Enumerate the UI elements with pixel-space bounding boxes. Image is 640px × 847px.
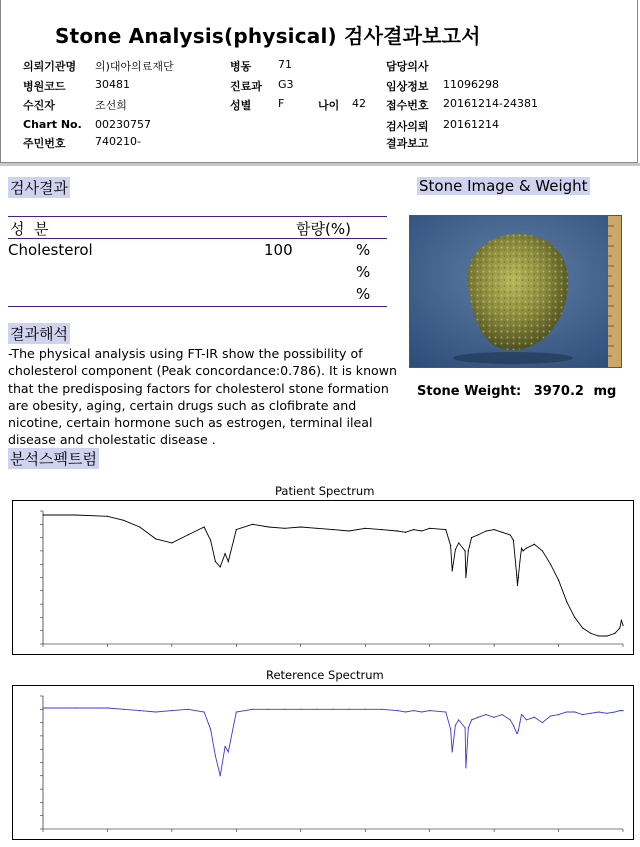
clinical-info-label: 임상정보 xyxy=(386,80,429,93)
patient-spectrum-point xyxy=(224,553,225,554)
chart-no-value: 00230757 xyxy=(95,118,151,131)
reference-spectrum-point xyxy=(155,711,156,712)
request-date-value: 20161214 xyxy=(443,118,499,131)
patient-axes xyxy=(43,511,623,644)
reference-spectrum-point xyxy=(502,714,503,715)
reference-spectrum-point xyxy=(187,709,188,710)
request-date-label: 검사의뢰 xyxy=(386,120,429,133)
results-table-bottom-rule xyxy=(8,306,387,307)
receipt-no-value: 20161214-24381 xyxy=(443,97,538,110)
patient-spectrum-point xyxy=(405,532,406,533)
results-table-header-rule xyxy=(8,238,387,239)
patient-spectrum-plot xyxy=(13,501,633,654)
patient-spectrum-point xyxy=(485,530,486,531)
patient-spectrum-point xyxy=(471,537,472,538)
reference-spectrum-point xyxy=(523,715,524,716)
reference-spectrum-point xyxy=(494,717,495,718)
ward-label: 병동 xyxy=(230,60,252,73)
report-title: Stone Analysis(physical) 검사결과보고서 xyxy=(55,24,481,48)
patient-spectrum-point xyxy=(187,534,188,535)
content-column-header: 함량(%) xyxy=(296,220,351,238)
reference-spectrum-point xyxy=(349,709,350,710)
result-value: 100 xyxy=(264,241,293,259)
reference-spectrum-point xyxy=(521,714,522,715)
reference-spectrum-point xyxy=(598,711,599,712)
patient-spectrum-point xyxy=(75,514,76,515)
patient-spectrum-chart xyxy=(12,500,634,655)
sex-label: 성별 xyxy=(230,99,252,112)
reference-spectrum-point xyxy=(316,709,317,710)
patient-spectrum-point xyxy=(268,526,269,527)
reference-spectrum-point xyxy=(139,710,140,711)
patient-spectrum-point xyxy=(215,561,216,562)
reference-spectrum-point xyxy=(614,711,615,712)
reference-spectrum-point xyxy=(582,714,583,715)
reference-spectrum-point xyxy=(574,711,575,712)
reference-spectrum-point xyxy=(485,714,486,715)
reference-spectrum-point xyxy=(215,755,216,756)
doctor-label: 담당의사 xyxy=(386,60,429,73)
reference-spectrum-point xyxy=(590,713,591,714)
reference-spectrum-point xyxy=(566,711,567,712)
patient-spectrum-point xyxy=(526,548,527,549)
patient-spectrum-point xyxy=(558,580,559,581)
reference-spectrum-point xyxy=(268,709,269,710)
stone-weight-unit: mg xyxy=(593,384,617,399)
patient-spectrum-point xyxy=(284,528,285,529)
patient-spectrum-point xyxy=(542,550,543,551)
reference-spectrum-point xyxy=(332,709,333,710)
reference-spectrum-point xyxy=(413,710,414,711)
patient-spectrum-point xyxy=(502,532,503,533)
reference-spectrum-point xyxy=(220,775,221,776)
results-section-title: 검사결과 xyxy=(10,179,68,197)
patient-spectrum-point xyxy=(516,574,517,575)
reference-spectrum-title: Reterence Spectrum xyxy=(266,668,384,682)
result-unit: % xyxy=(356,241,371,259)
institution-value: 의)대아의료재단 xyxy=(95,60,174,73)
reference-spectrum-point xyxy=(123,709,124,710)
stone-photo-graphic xyxy=(410,216,621,367)
chart-no-label: Chart No. xyxy=(23,118,82,131)
reference-spectrum-point xyxy=(622,710,623,711)
patient-spectrum-point xyxy=(155,538,156,539)
reference-spectrum-point xyxy=(421,711,422,712)
patient-spectrum-point xyxy=(582,627,583,628)
patient-spectrum-point xyxy=(300,526,301,527)
patient-spectrum-point xyxy=(622,625,623,626)
reference-spectrum-point xyxy=(513,725,514,726)
patient-spectrum-point xyxy=(450,545,451,546)
reference-spectrum-point xyxy=(445,711,446,712)
patient-spectrum-line xyxy=(43,515,623,636)
patient-spectrum-point xyxy=(494,529,495,530)
patient-spectrum-point xyxy=(619,627,620,628)
collector-value: 조선희 xyxy=(95,99,127,112)
patient-spectrum-point xyxy=(468,550,469,551)
patient-spectrum-point xyxy=(107,516,108,517)
result-component: Cholesterol xyxy=(8,241,93,259)
patient-spectrum-title: Patient Spectrum xyxy=(275,484,375,498)
patient-spectrum-point xyxy=(621,619,622,620)
patient-spectrum-point xyxy=(42,514,43,515)
patient-spectrum-point xyxy=(445,529,446,530)
patient-spectrum-point xyxy=(523,550,524,551)
reference-spectrum-point xyxy=(171,710,172,711)
reference-spectrum-point xyxy=(284,709,285,710)
reference-spectrum-point xyxy=(405,711,406,712)
patient-spectrum-point xyxy=(349,530,350,531)
patient-spectrum-point xyxy=(252,524,253,525)
patient-spectrum-point xyxy=(210,540,211,541)
reference-spectrum-point xyxy=(458,719,459,720)
reference-spectrum-point xyxy=(450,729,451,730)
patient-spectrum-point xyxy=(517,585,518,586)
reference-spectrum-point xyxy=(224,746,225,747)
patient-spectrum-point xyxy=(534,544,535,545)
patient-spectrum-point xyxy=(123,520,124,521)
patient-spectrum-point xyxy=(550,564,551,565)
patient-spectrum-point xyxy=(458,542,459,543)
patient-spectrum-point xyxy=(477,534,478,535)
component-column-header: 성 분 xyxy=(10,220,49,238)
stone-weight-value: 3970.2 xyxy=(533,384,584,399)
reference-spectrum-point xyxy=(477,717,478,718)
stone-weight-label: Stone Weight: xyxy=(417,384,522,399)
reference-spectrum-point xyxy=(558,714,559,715)
result-unit: % xyxy=(356,285,371,303)
age-value: 42 xyxy=(352,97,366,110)
interpretation-text: -The physical analysis using FT-IR show the possibility of cholesterol component (Peak concordance:0.786). It is known that the predisposing factors for cholesterol stone formation are obesity, aging, certain drugs such as clofibrate and nicotine, certain hormone such as estrogen, terminal ileal disease and cholestatic disease . xyxy=(8,346,398,448)
hospital-code-value: 30481 xyxy=(95,78,130,91)
patient-spectrum-point xyxy=(429,528,430,529)
institution-label: 의뢰기관명 xyxy=(23,60,77,73)
reference-spectrum-point xyxy=(465,767,466,768)
patient-spectrum-point xyxy=(521,548,522,549)
reference-spectrum-point xyxy=(365,709,366,710)
reference-spectrum-point xyxy=(228,751,229,752)
patient-spectrum-point xyxy=(465,577,466,578)
patient-spectrum-point xyxy=(316,528,317,529)
reference-spectrum-point xyxy=(204,711,205,712)
results-table-top-rule xyxy=(8,216,387,217)
reference-spectrum-point xyxy=(300,709,301,710)
resident-no-value: 740210- xyxy=(95,135,141,148)
age-label: 나이 xyxy=(318,99,340,112)
reference-spectrum-point xyxy=(429,710,430,711)
receipt-no-label: 접수번호 xyxy=(386,99,429,112)
reference-spectrum-point xyxy=(107,707,108,708)
patient-spectrum-point xyxy=(413,529,414,530)
reference-spectrum-point xyxy=(471,719,472,720)
reference-spectrum-point xyxy=(526,719,527,720)
patient-spectrum-point xyxy=(455,549,456,550)
spectrum-section-title: 분석스펙트럼 xyxy=(10,450,97,468)
patient-spectrum-point xyxy=(566,601,567,602)
patient-spectrum-point xyxy=(465,550,466,551)
patient-spectrum-point xyxy=(614,633,615,634)
patient-spectrum-point xyxy=(381,529,382,530)
stone-image-section-title: Stone Image & Weight xyxy=(419,177,588,195)
result-unit: % xyxy=(356,263,371,281)
reference-spectrum-point xyxy=(550,715,551,716)
header-divider xyxy=(0,163,640,166)
reference-spectrum-line xyxy=(43,708,623,776)
reference-spectrum-point xyxy=(519,722,520,723)
stone-photo xyxy=(409,215,622,368)
reference-spectrum-point xyxy=(468,727,469,728)
patient-spectrum-point xyxy=(171,542,172,543)
patient-spectrum-point xyxy=(513,540,514,541)
patient-spectrum-point xyxy=(598,635,599,636)
reference-spectrum-point xyxy=(210,729,211,730)
patient-spectrum-point xyxy=(519,561,520,562)
reference-spectrum-chart xyxy=(12,685,634,840)
patient-spectrum-point xyxy=(332,529,333,530)
reference-spectrum-point xyxy=(397,710,398,711)
reference-spectrum-point xyxy=(381,709,382,710)
sex-value: F xyxy=(278,97,285,110)
collector-label: 수진자 xyxy=(23,99,55,112)
reference-spectrum-point xyxy=(542,722,543,723)
patient-spectrum-point xyxy=(590,633,591,634)
patient-spectrum-point xyxy=(228,561,229,562)
patient-spectrum-point xyxy=(397,530,398,531)
patient-spectrum-point xyxy=(421,530,422,531)
dept-label: 진료과 xyxy=(230,80,262,93)
reference-spectrum-point xyxy=(621,710,622,711)
reference-spectrum-point xyxy=(236,711,237,712)
stone-weight xyxy=(417,384,616,399)
patient-spectrum-point xyxy=(139,526,140,527)
interpretation-section-title: 결과해석 xyxy=(10,325,68,343)
reference-spectrum-point xyxy=(455,725,456,726)
ward-value: 71 xyxy=(278,58,292,71)
patient-spectrum-point xyxy=(518,577,519,578)
patient-spectrum-point xyxy=(236,529,237,530)
reference-spectrum-plot xyxy=(13,686,633,839)
patient-spectrum-point xyxy=(365,528,366,529)
patient-spectrum-point xyxy=(606,635,607,636)
resident-no-label: 주민번호 xyxy=(23,137,66,150)
reference-spectrum-point xyxy=(42,707,43,708)
reference-spectrum-point xyxy=(517,733,518,734)
patient-spectrum-point xyxy=(510,534,511,535)
reference-axes xyxy=(43,696,623,829)
patient-spectrum-point xyxy=(220,566,221,567)
reference-spectrum-point xyxy=(619,710,620,711)
reference-spectrum-point xyxy=(252,709,253,710)
patient-spectrum-point xyxy=(204,526,205,527)
reference-spectrum-point xyxy=(452,751,453,752)
report-date-label: 결과보고 xyxy=(386,137,429,150)
hospital-code-label: 병원코드 xyxy=(23,80,66,93)
clinical-info-value: 11096298 xyxy=(443,78,499,91)
reference-spectrum-point xyxy=(606,713,607,714)
dept-value: G3 xyxy=(278,78,294,91)
reference-spectrum-point xyxy=(510,719,511,720)
reference-spectrum-point xyxy=(465,727,466,728)
patient-spectrum-point xyxy=(452,570,453,571)
patient-spectrum-point xyxy=(574,617,575,618)
reference-spectrum-point xyxy=(534,717,535,718)
reference-spectrum-point xyxy=(518,730,519,731)
reference-spectrum-point xyxy=(75,707,76,708)
